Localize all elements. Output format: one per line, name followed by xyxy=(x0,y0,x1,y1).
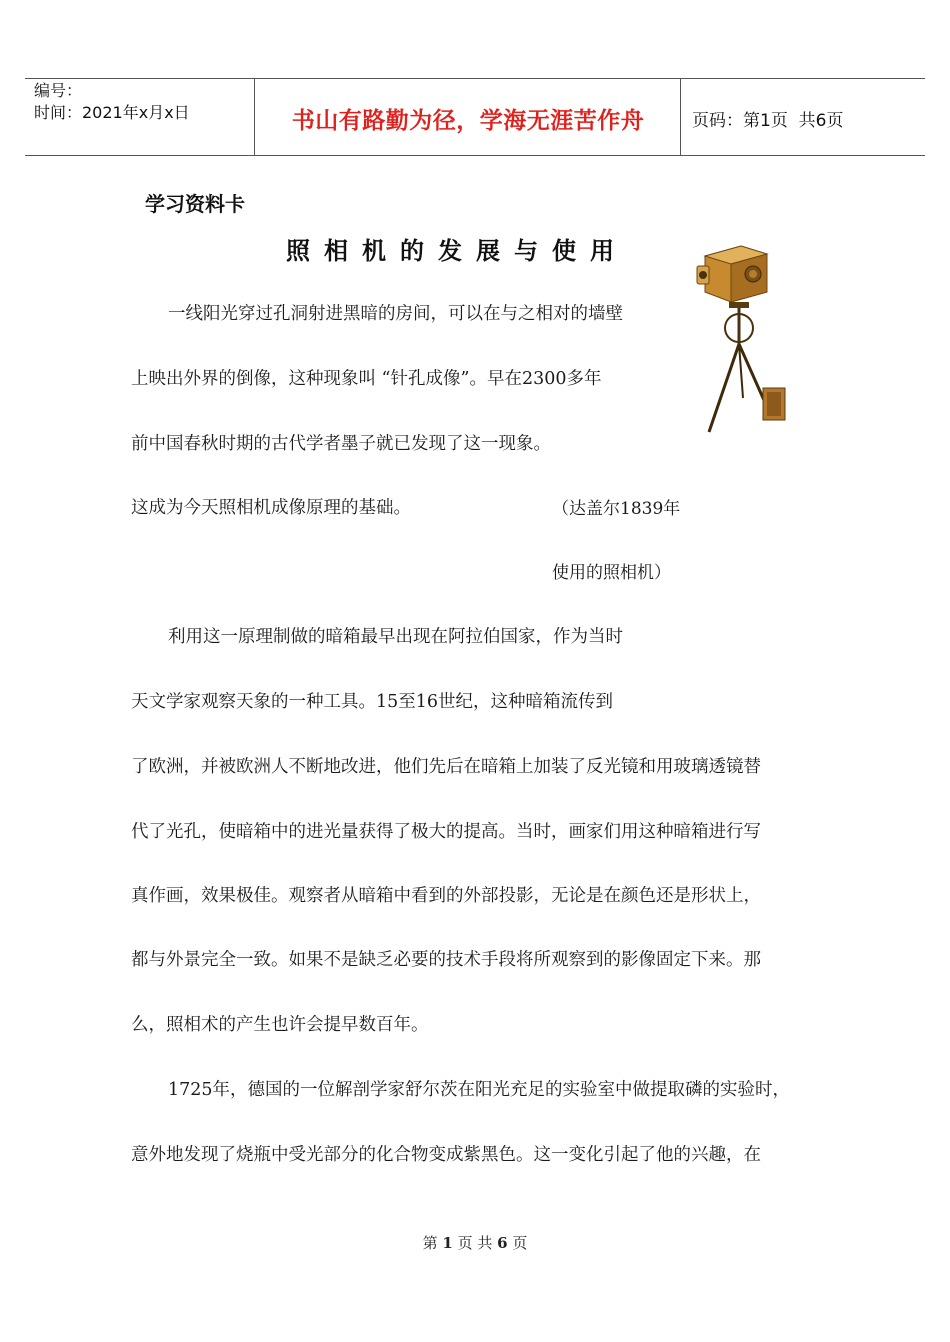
header-top-rule xyxy=(25,78,925,79)
footer-total-pages: 6 xyxy=(497,1234,508,1252)
card-label: 学习资料卡 xyxy=(145,192,245,216)
daguerre-camera-illustration xyxy=(695,238,787,438)
image-caption-line: 使用的照相机） xyxy=(552,563,671,583)
body-line: 上映出外界的倒像，这种现象叫 “针孔成像”。早在2300多年 xyxy=(131,369,602,389)
header-page-info: 页码：第1页 共6页 xyxy=(692,111,844,131)
body-line: 都与外景完全一致。如果不是缺乏必要的技术手段将所观察到的影像固定下来。那 xyxy=(131,950,761,970)
header-divider xyxy=(680,78,681,156)
header-divider xyxy=(254,78,255,156)
header-bottom-rule xyxy=(25,155,925,156)
document-date: 时间：2021年x月x日 xyxy=(34,103,190,122)
body-line: 天文学家观察天象的一种工具。15至16世纪，这种暗箱流传到 xyxy=(131,692,614,712)
header-motto: 书山有路勤为径，学海无涯苦作舟 xyxy=(291,108,645,134)
body-line: 代了光孔，使暗箱中的进光量获得了极大的提高。当时，画家们用这种暗箱进行写 xyxy=(131,822,761,842)
body-line: 么，照相术的产生也许会提早数百年。 xyxy=(131,1015,429,1035)
footer-suffix: 页 xyxy=(512,1234,528,1252)
page-footer xyxy=(0,1232,950,1253)
body-line: 1725年，德国的一位解剖学家舒尔茨在阳光充足的实验室中做提取磷的实验时， xyxy=(168,1080,791,1100)
body-line: 一线阳光穿过孔洞射进黑暗的房间，可以在与之相对的墙壁 xyxy=(168,304,623,324)
body-line: 了欧洲，并被欧洲人不断地改进，他们先后在暗箱上加装了反光镜和用玻璃透镜替 xyxy=(131,757,761,777)
footer-current-page: 1 xyxy=(442,1234,453,1252)
body-line: 意外地发现了烧瓶中受光部分的化合物变成紫黑色。这一变化引起了他的兴趣，在 xyxy=(131,1145,761,1165)
body-line: 利用这一原理制做的暗箱最早出现在阿拉伯国家，作为当时 xyxy=(168,627,623,647)
image-caption-line: （达盖尔1839年 xyxy=(552,499,681,519)
body-line: 真作画，效果极佳。观察者从暗箱中看到的外部投影，无论是在颜色还是形状上， xyxy=(131,886,761,906)
body-line: 前中国春秋时期的古代学者墨子就已发现了这一现象。 xyxy=(131,434,551,454)
document-title: 照相机的发展与使用 xyxy=(286,237,628,265)
footer-prefix: 第 xyxy=(422,1234,438,1252)
footer-middle: 页 共 xyxy=(457,1234,493,1252)
body-line: 这成为今天照相机成像原理的基础。 xyxy=(131,498,411,518)
document-number-label: 编号： xyxy=(34,81,83,100)
header-left-cell xyxy=(34,80,190,124)
